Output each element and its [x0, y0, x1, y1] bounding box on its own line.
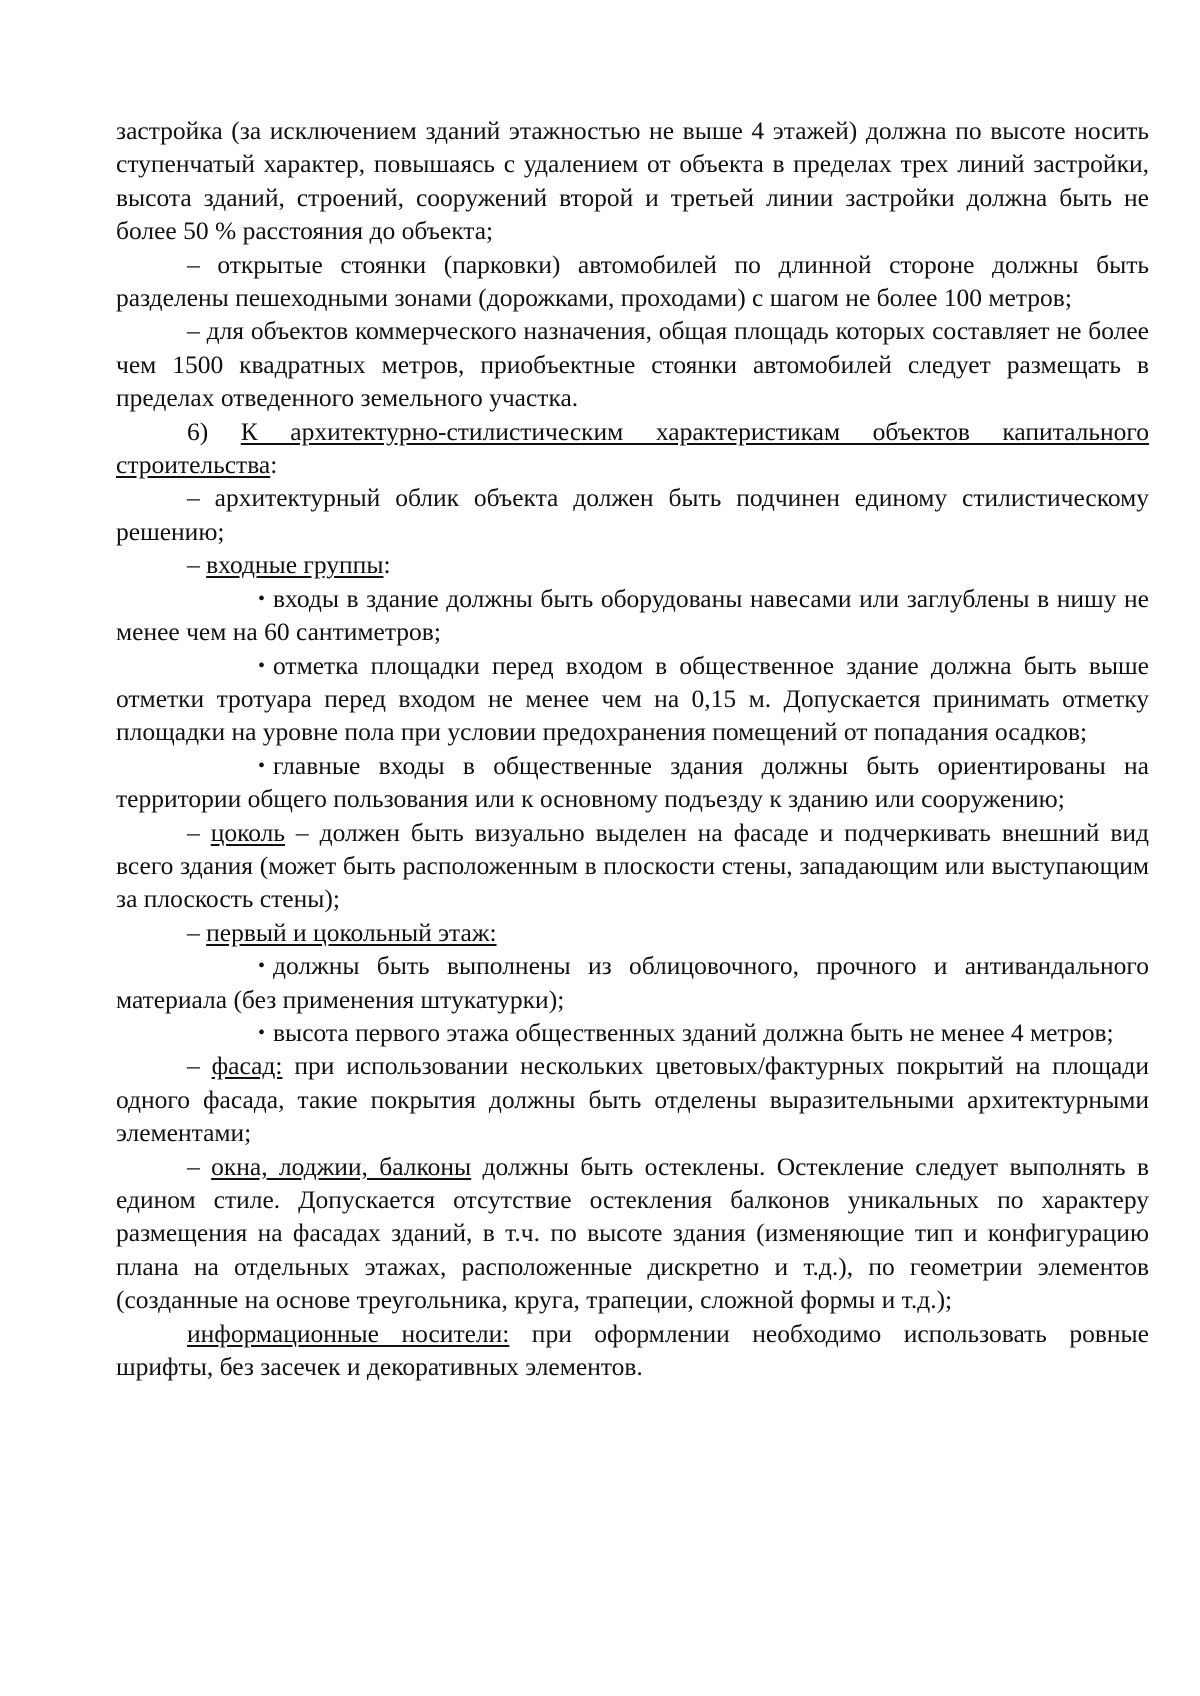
paragraph-facade [116, 1049, 1149, 1149]
bullet-icon: • [258, 754, 266, 777]
section-heading-underlined: К архитектурно-стилистическим характеристикам объектов капитального строительства [116, 416, 1149, 480]
dash-marker: – [187, 1051, 212, 1081]
plinth-text: – должен быть визуально выделен на фасаде и подчеркивать внешний вид всего здания (может быть расположенным в плоскости стены, западающим или выступающим за плоскость стены); [116, 817, 1150, 914]
bullet-item-canopies [116, 582, 1149, 649]
bullet-text: должны быть выполнены из облицовочного, прочного и антивандального материала (без применения штукатурки); [116, 951, 1149, 1014]
bullet-icon: • [258, 955, 266, 978]
heading-colon: : [383, 550, 391, 580]
document-page [116, 114, 1149, 1383]
paragraph-information-carriers [116, 1317, 1149, 1384]
bullet-item-first-floor-height [116, 1016, 1149, 1049]
paragraph-windows-balconies [116, 1150, 1149, 1317]
bullet-item-cladding [116, 949, 1149, 1016]
dash-marker: – [187, 550, 207, 580]
information-carriers-text: при оформлении необходимо использовать ровные шрифты, без засечек и декоративных элементов. [116, 1318, 1149, 1382]
bullet-item-main-entrances [116, 749, 1149, 816]
paragraph-plinth [116, 816, 1149, 916]
bullet-icon: • [258, 1021, 266, 1044]
windows-heading: окна, лоджии, балконы [211, 1151, 472, 1181]
bullet-text: отметка площадки перед входом в общественное здание должна быть выше отметки тротуара перед входом не менее чем на 0,15 м. Допускается принимать отметку площадки на уровне пола при условии предохранения помещений от попадания осадков; [116, 650, 1149, 747]
dash-marker: – [187, 1151, 212, 1181]
information-carriers-heading: информационные носители: [187, 1318, 510, 1348]
bullet-icon: • [258, 654, 266, 677]
paragraph-architectural-characteristics [116, 415, 1149, 482]
paragraph-first-floor [116, 916, 1149, 949]
paragraph-entrance-groups [116, 548, 1149, 581]
entrance-groups-heading: входные группы [206, 550, 384, 580]
item-number: 6) [187, 416, 241, 446]
paragraph-architectural-appearance: – архитектурный облик объекта должен быть подчинен единому стилистическому решению; [116, 483, 1149, 546]
plinth-heading: цоколь [210, 817, 285, 847]
windows-text: должны быть остеклены. Остекление следует выполнять в едином стиле. Допускается отсутствие остекления балконов уникальных по характеру размещения на фасадах зданий, в т.ч. по высоте здания (изменяющие тип и конфигурацию плана на отдельных этажах, расположенные дискретно и т.д.), по геометрии элементов (созданные на основе треугольника, круга, трапеции, сложной формы и т.д.); [116, 1151, 1149, 1315]
paragraph-building-height: застройка (за исключением зданий этажностью не выше 4 этажей) должна по высоте носить ступенчатый характер, повышаясь с удалением от объекта в пределах трех линий застройки, высота зданий, строений, сооружений второй и третьей линии застройки должна быть не более 50 % расстояния до объекта; [116, 116, 1149, 246]
paragraph-commercial-parking: – для объектов коммерческого назначения, общая площадь которых составляет не более чем 1500 квадратных метров, приобъектные стоянки автомобилей следует размещать в пределах отведенного земельного участка. [116, 316, 1149, 413]
bullet-text: высота первого этажа общественных зданий должна быть не менее 4 метров; [273, 1017, 1114, 1047]
dash-marker: – [187, 917, 207, 947]
bullet-icon: • [258, 587, 266, 610]
bullet-text: входы в здание должны быть оборудованы навесами или заглублены в нишу не менее чем на 60 сантиметров; [116, 583, 1149, 647]
bullet-text: главные входы в общественные здания должны быть ориентированы на территории общего пользования или к основному подъезду к зданию или сооружению; [116, 750, 1149, 814]
dash-marker: – [187, 817, 211, 847]
facade-heading: фасад: [211, 1051, 283, 1081]
first-floor-heading: первый и цокольный этаж: [206, 917, 497, 947]
paragraph-parking-pedestrian-zones: – открытые стоянки (парковки) автомобилей по длинной стороне должны быть разделены пешеходными зонами (дорожками, проходами) с шагом не более 100 метров; [116, 249, 1149, 313]
facade-text: при использовании нескольких цветовых/фактурных покрытий на площади одного фасада, такие покрытия должны быть отделены выразительными архитектурными элементами; [116, 1051, 1149, 1148]
bullet-item-platform-level [116, 649, 1149, 749]
heading-colon: : [270, 450, 278, 480]
